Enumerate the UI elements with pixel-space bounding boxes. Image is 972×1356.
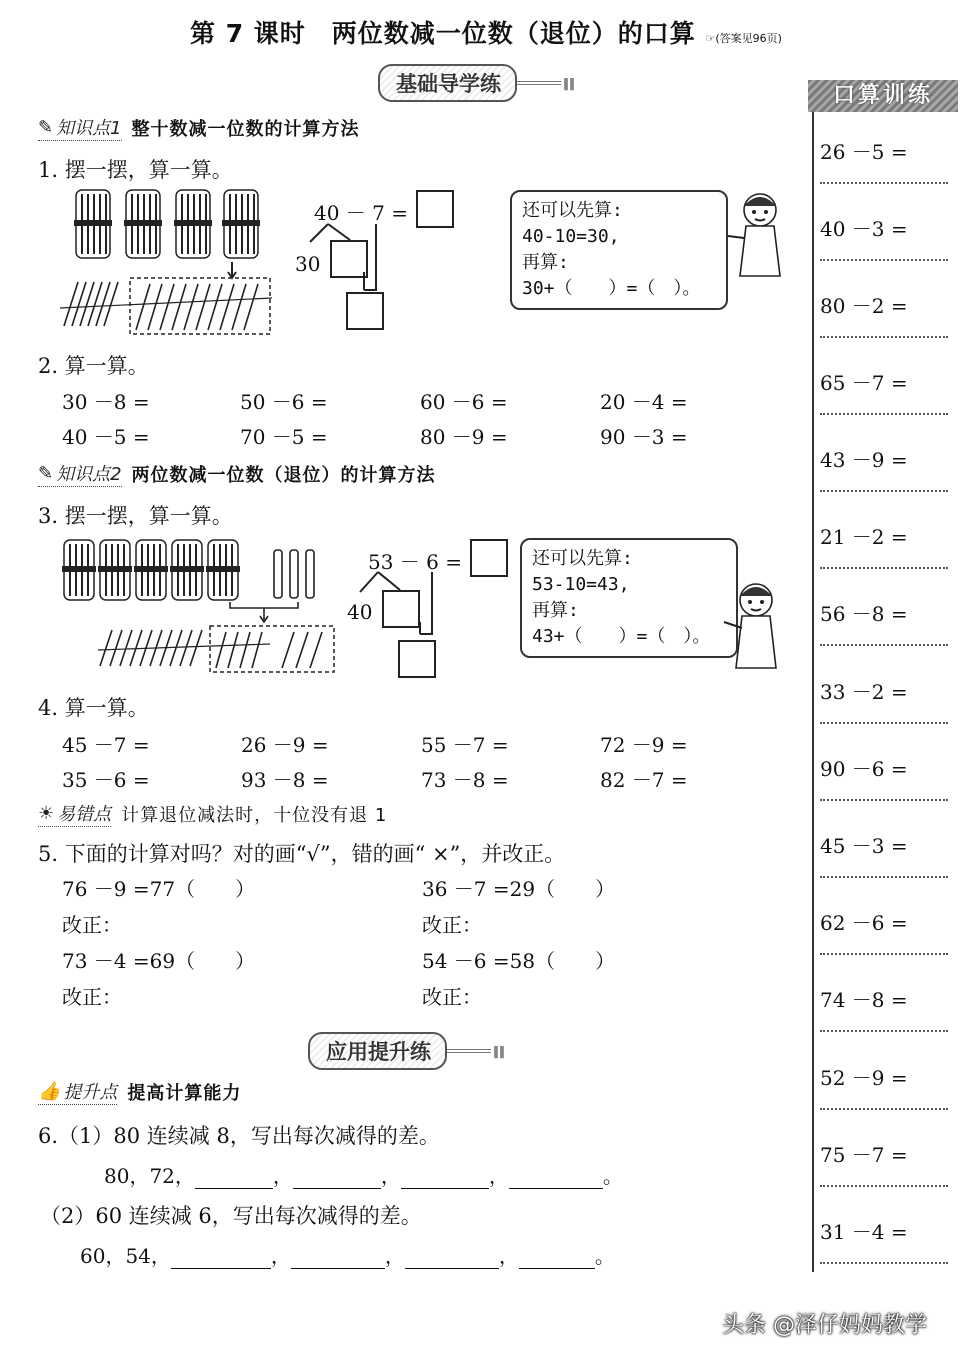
question-2-label: 2. 算一算。 <box>38 354 149 378</box>
q2-item: 60 －6 = <box>420 390 508 414</box>
bulb-icon: ☀ <box>38 802 55 824</box>
q5-item: 76 －9 =77（ ） <box>62 877 256 901</box>
q5-item: 73 －4 =69（ ） <box>62 949 256 973</box>
q5-fix-label: 改正： <box>422 985 482 1009</box>
q4-item: 45 －7 = <box>62 733 150 757</box>
q2-item: 40 －5 = <box>62 425 150 449</box>
sidebar-problem: 62 －6 = <box>820 911 908 935</box>
answer-line[interactable] <box>820 953 948 955</box>
sidebar-problem: 33 －2 = <box>820 680 908 704</box>
stick-bundles <box>62 540 240 600</box>
q1-equation: 40 － 7 = <box>314 201 409 225</box>
answer-blank[interactable] <box>293 1188 381 1189</box>
sidebar-divider <box>812 104 814 1272</box>
q4-item: 35 －6 = <box>62 768 150 792</box>
q5-fix-label: 改正： <box>422 913 482 937</box>
q6-sequence-1: 80，72， ， ， ， 。 <box>104 1164 623 1188</box>
answer-line[interactable] <box>820 876 948 878</box>
q1-split-number: 30 <box>295 252 321 276</box>
sticks-illustration-1 <box>60 186 275 338</box>
q3-answer-box[interactable] <box>470 539 508 577</box>
answer-blank[interactable] <box>195 1188 273 1189</box>
q5-item: 54 －6 =58（ ） <box>422 949 616 973</box>
sidebar-problem: 65 －7 = <box>820 371 908 395</box>
banner-basic: 基础导学练 ‖‖ <box>378 64 575 102</box>
answer-line[interactable] <box>820 567 948 569</box>
knowledge-point-2: ✎ 知识点2 两位数减一位数（退位）的计算方法 <box>38 460 436 487</box>
pencil-icon: ✎ <box>38 462 54 484</box>
question-4-label: 4. 算一算。 <box>38 696 149 720</box>
q5-fix-label: 改正： <box>62 985 122 1009</box>
watermark: 头条 @泽仔妈妈教学 <box>722 1313 927 1338</box>
sidebar-problem: 45 －3 = <box>820 834 908 858</box>
answer-blank[interactable] <box>171 1268 271 1269</box>
answer-blank[interactable] <box>509 1188 603 1189</box>
q3-split-number: 40 <box>347 600 373 624</box>
sticks-illustration-3 <box>60 536 340 678</box>
answer-line[interactable] <box>820 1262 948 1264</box>
q1-connector-lines <box>300 220 390 300</box>
q4-item: 82 －7 = <box>600 768 688 792</box>
question-5-label: 5. 下面的计算对吗？对的画“√”，错的画“ ×”，并改正。 <box>38 842 566 866</box>
answer-line[interactable] <box>820 259 948 261</box>
q4-item: 73 －8 = <box>421 768 509 792</box>
girl-illustration-1 <box>724 186 794 286</box>
q5-item: 36 －7 =29（ ） <box>422 877 616 901</box>
q5-fix-label: 改正： <box>62 913 122 937</box>
question-6-part-2-label: （2）60 连续减 6，写出每次减得的差。 <box>40 1204 422 1228</box>
q3-speech-bubble: 还可以先算: 53-10=43, 再算: 43+（ ）=（ ）。 <box>520 538 738 658</box>
answer-line[interactable] <box>820 490 948 492</box>
answer-note: ☞(答案见96页) <box>705 32 782 45</box>
q4-item: 72 －9 = <box>600 733 688 757</box>
q2-item: 20 －4 = <box>600 390 688 414</box>
improvement-point: 👍 提升点 提高计算能力 <box>38 1078 241 1105</box>
q6-sequence-2: 60，54， ， ， ， 。 <box>80 1244 615 1268</box>
sidebar-title: 口算训练 <box>808 80 958 112</box>
q2-item: 50 －6 = <box>240 390 328 414</box>
answer-line[interactable] <box>820 799 948 801</box>
loose-sticks <box>60 282 272 330</box>
answer-blank[interactable] <box>519 1268 595 1269</box>
answer-line[interactable] <box>820 413 948 415</box>
answer-line[interactable] <box>820 182 948 184</box>
thumbs-up-icon: 👍 <box>38 1080 61 1102</box>
answer-line[interactable] <box>820 336 948 338</box>
sidebar-problem: 40 －3 = <box>820 217 908 241</box>
sidebar-problem: 90 －6 = <box>820 757 908 781</box>
sidebar-problem: 80 －2 = <box>820 294 908 318</box>
answer-line[interactable] <box>820 1108 948 1110</box>
error-point: ☀ 易错点 计算退位减法时，十位没有退 1 <box>38 800 387 827</box>
sidebar-problem: 26 －5 = <box>820 140 908 164</box>
answer-line[interactable] <box>820 722 948 724</box>
question-6-part-1-label: 6.（1）80 连续减 8，写出每次减得的差。 <box>38 1124 440 1148</box>
sidebar-problem: 56 －8 = <box>820 602 908 626</box>
stick-bundles <box>74 190 260 258</box>
question-3-label: 3. 摆一摆，算一算。 <box>38 504 233 528</box>
pencil-icon: ✎ <box>38 116 54 138</box>
sidebar-problem: 21 －2 = <box>820 525 908 549</box>
q4-item: 55 －7 = <box>421 733 509 757</box>
banner-applied: 应用提升练 ‖‖ <box>308 1032 505 1070</box>
sidebar-problem: 75 －7 = <box>820 1143 908 1167</box>
question-1-label: 1. 摆一摆，算一算。 <box>38 158 233 182</box>
answer-blank[interactable] <box>401 1188 489 1189</box>
answer-blank[interactable] <box>405 1268 499 1269</box>
q2-item: 90 －3 = <box>600 425 688 449</box>
q1-answer-box[interactable] <box>416 190 454 228</box>
sidebar-problem: 74 －8 = <box>820 988 908 1012</box>
sidebar-problem: 52 －9 = <box>820 1066 908 1090</box>
q1-speech-bubble: 还可以先算: 40-10=30, 再算: 30+（ ）=（ ）。 <box>510 190 728 310</box>
sidebar-problem: 31 －4 = <box>820 1220 908 1244</box>
q4-item: 93 －8 = <box>241 768 329 792</box>
q3-connector-lines <box>350 568 450 648</box>
q2-item: 70 －5 = <box>240 425 328 449</box>
q2-item: 80 －9 = <box>420 425 508 449</box>
girl-illustration-3 <box>716 576 796 676</box>
answer-line[interactable] <box>820 644 948 646</box>
knowledge-point-1: ✎ 知识点1 整十数减一位数的计算方法 <box>38 114 360 141</box>
answer-line[interactable] <box>820 1030 948 1032</box>
answer-line[interactable] <box>820 1185 948 1187</box>
page-title: 第 7 课时 两位数减一位数（退位）的口算 ☞(答案见96页) <box>190 19 782 48</box>
q3-equation: 53 － 6 = <box>368 550 463 574</box>
q4-item: 26 －9 = <box>241 733 329 757</box>
answer-blank[interactable] <box>291 1268 385 1269</box>
q2-item: 30 －8 = <box>62 390 150 414</box>
sidebar-problem: 43 －9 = <box>820 448 908 472</box>
